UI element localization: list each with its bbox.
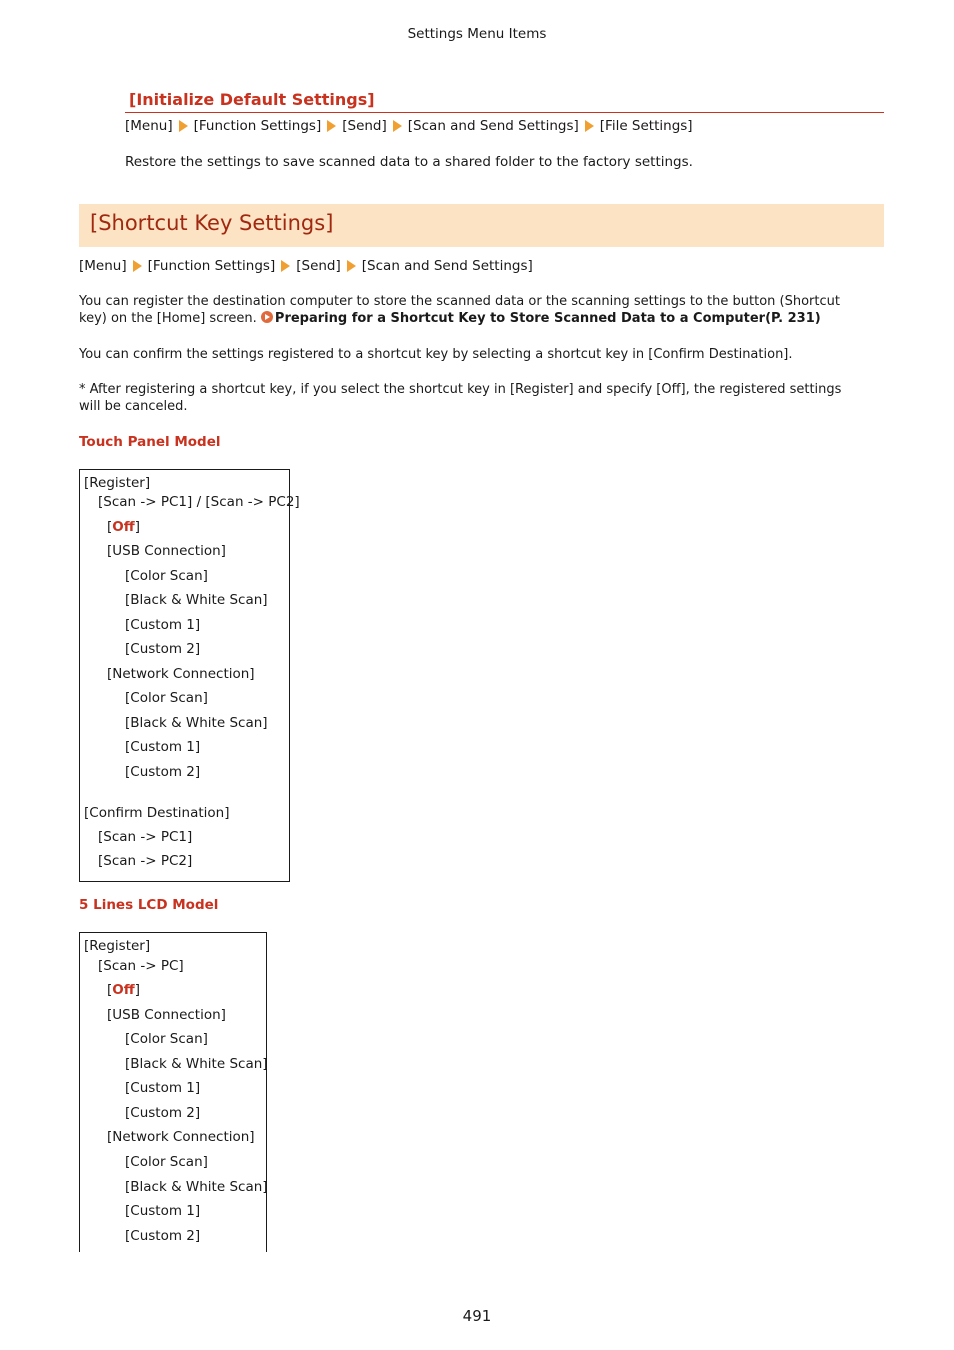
tree-network-connection: [Network Connection] [107, 666, 255, 682]
tree-register: [Register] [84, 938, 151, 954]
tree-usb-connection: [USB Connection] [107, 1007, 226, 1023]
section-title-initialize: [Initialize Default Settings] [129, 90, 375, 109]
note-paragraph [79, 381, 884, 415]
tree-network-item: [Black & White Scan] [125, 715, 268, 731]
tree-network-item: [Color Scan] [125, 690, 208, 706]
breadcrumb-item: [Menu] [125, 118, 173, 134]
page-number: 491 [462, 1307, 492, 1325]
tree-off-option [107, 519, 140, 535]
note-line-1: * After registering a shortcut key, if you select the shortcut key in [Register] and specify [Off], the registered settings [79, 382, 842, 397]
breadcrumb-shortcut [79, 258, 533, 274]
section-title-shortcut: [Shortcut Key Settings] [90, 211, 334, 235]
page-header: Settings Menu Items [407, 26, 547, 42]
tree-confirm-destination: [Confirm Destination] [84, 805, 230, 821]
tree-scan-pc: [Scan -> PC1] / [Scan -> PC2] [98, 494, 300, 510]
breadcrumb-item: [Scan and Send Settings] [361, 258, 533, 274]
breadcrumb-arrow-icon [133, 260, 142, 272]
initialize-description: Restore the settings to save scanned data to a shared folder to the factory settings. [125, 154, 693, 170]
breadcrumb-initialize [125, 118, 693, 134]
off-default-value: Off [112, 982, 135, 998]
intro-line-1: You can register the destination computer to store the scanned data or the scanning settings to the button (Shortcut [79, 294, 840, 309]
tree-confirm-item: [Scan -> PC1] [98, 829, 193, 845]
tree-scan-pc: [Scan -> PC] [98, 958, 184, 974]
tree-usb-item: [Color Scan] [125, 568, 208, 584]
tree-usb-item: [Custom 2] [125, 1105, 201, 1121]
intro-line-2 [79, 310, 884, 327]
breadcrumb-arrow-icon [393, 120, 402, 132]
tree-network-item: [Color Scan] [125, 1154, 208, 1170]
tree-usb-item: [Custom 1] [125, 1080, 201, 1096]
tree-off-option [107, 982, 140, 998]
bracket: ] [134, 519, 140, 535]
note-line-2: will be canceled. [79, 399, 188, 414]
lcd-model-heading: 5 Lines LCD Model [79, 897, 219, 913]
bracket: [ [107, 519, 113, 535]
breadcrumb-arrow-icon [585, 120, 594, 132]
breadcrumb-item: [Menu] [79, 258, 127, 274]
lcd-menu-tree [79, 932, 267, 1252]
intro-line-2-text: key) on the [Home] screen. [79, 311, 257, 326]
tree-usb-item: [Black & White Scan] [125, 1056, 268, 1072]
breadcrumb-item: [Send] [296, 258, 341, 274]
tree-network-item: [Custom 1] [125, 739, 201, 755]
off-default-value: Off [112, 519, 135, 535]
tree-network-item: [Custom 2] [125, 1228, 201, 1244]
touch-panel-menu-tree [79, 469, 300, 882]
tree-confirm-item: [Scan -> PC2] [98, 853, 193, 869]
breadcrumb-item: [Function Settings] [147, 258, 276, 274]
shortcut-intro-paragraph [79, 293, 884, 327]
shortcut-reference-link[interactable]: Preparing for a Shortcut Key to Store Scanned Data to a Computer(P. 231) [274, 311, 821, 326]
tree-usb-item: [Black & White Scan] [125, 592, 268, 608]
breadcrumb-item: [File Settings] [599, 118, 693, 134]
tree-network-connection: [Network Connection] [107, 1129, 255, 1145]
bracket: [ [107, 982, 113, 998]
breadcrumb-item: [Scan and Send Settings] [407, 118, 579, 134]
breadcrumb-arrow-icon [281, 260, 290, 272]
confirm-paragraph: You can confirm the settings registered to a shortcut key by selecting a shortcut key in [Confirm Destination]. [79, 347, 793, 362]
tree-register: [Register] [84, 475, 151, 491]
breadcrumb-arrow-icon [327, 120, 336, 132]
tree-network-item: [Black & White Scan] [125, 1179, 268, 1195]
tree-network-item: [Custom 2] [125, 764, 201, 780]
section-divider [125, 112, 884, 113]
breadcrumb-item: [Send] [342, 118, 387, 134]
breadcrumb-arrow-icon [179, 120, 188, 132]
link-arrow-icon [261, 311, 273, 323]
tree-usb-item: [Custom 2] [125, 641, 201, 657]
touch-panel-heading: Touch Panel Model [79, 434, 221, 450]
tree-usb-item: [Color Scan] [125, 1031, 208, 1047]
tree-usb-connection: [USB Connection] [107, 543, 226, 559]
breadcrumb-item: [Function Settings] [193, 118, 322, 134]
tree-network-item: [Custom 1] [125, 1203, 201, 1219]
bracket: ] [134, 982, 140, 998]
breadcrumb-arrow-icon [347, 260, 356, 272]
tree-usb-item: [Custom 1] [125, 617, 201, 633]
